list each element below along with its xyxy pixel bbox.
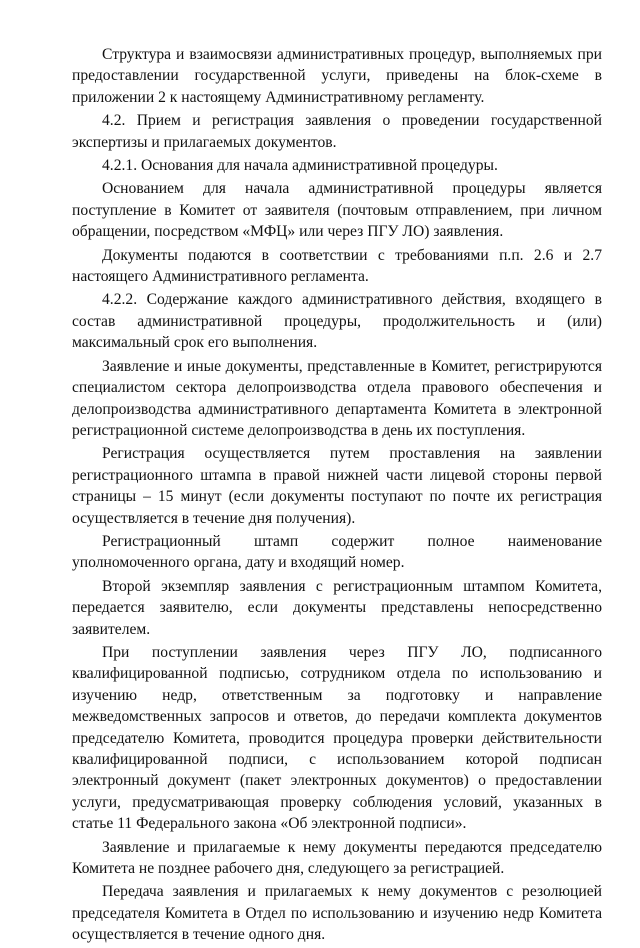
paragraph-registration-stamp-time: Регистрация осуществляется путем проставления на заявлении регистрационного штампа в правой нижней части лицевой стороны первой страницы – 15 минут (если документы поступают по почте их регистрация осуществляется в течение дня получения). xyxy=(72,445,602,527)
paragraph-stamp-contents: Регистрационный штамп содержит полное наименование уполномоченного органа, дату и входящий номер. xyxy=(72,532,602,572)
heading-4-2-1: 4.2.1. Основания для начала административной процедуры. xyxy=(102,157,498,175)
document-body xyxy=(72,44,602,948)
paragraph-procedure-basis: Основанием для начала административной процедуры является поступление в Комитет от заявителя (почтовым отправлением, при личном обращении, посредством «МФЦ» или через ПГУ ЛО) заявления. xyxy=(72,180,602,241)
heading-4-2: 4.2. Прием и регистрация заявления о проведении государственной экспертизы и прилагаемых документов. xyxy=(72,112,602,151)
paragraph-transfer-to-chairman: Заявление и прилагаемые к нему документы передаются председателю Комитета не позднее рабочего дня, следующего за регистрацией. xyxy=(72,838,602,878)
heading-4-2-2: 4.2.2. Содержание каждого административного действия, входящего в состав административной процедуры, продолжительность и (или) максимальный срок его выполнения. xyxy=(72,291,602,352)
paragraph-electronic-signature-check: При поступлении заявления через ПГУ ЛО, подписанного квалифицированной подписью, сотрудником отдела по использованию и изучению недр, ответственным за подготовку и направление межведомственных запросов и ответов, до передачи комплекта документов председателю Комитета, проводится процедура проверки действительности квалифицированной подписи, с использованием которой подписан электронный документ (пакет электронных документов) о предоставлении услуги, предусматривающая проверку соблюдения условий, указанных в статье 11 Федерального закона «Об электронной подписи». xyxy=(72,643,602,833)
paragraph-transfer-to-department: Передача заявления и прилагаемых к нему документов с резолюцией председателя Комитета в Отдел по использованию и изучению недр Комитета осуществляется в течение одного дня. xyxy=(72,883,602,944)
paragraph-procedures-structure: Структура и взаимосвязи административных процедур, выполняемых при предоставлении государственной услуги, приведены на блок-схеме в приложении 2 к настоящему Административному регламенту. xyxy=(72,46,602,106)
paragraph-second-copy: Второй экземпляр заявления с регистрационным штампом Комитета, передается заявителю, если документы представлены непосредственно заявителем. xyxy=(72,577,602,638)
paragraph-documents-requirements: Документы подаются в соответствии с требованиями п.п. 2.6 и 2.7 настоящего Административного регламента. xyxy=(72,246,602,286)
paragraph-registration-specialist: Заявление и иные документы, представленные в Комитет, регистрируются специалистом сектора делопроизводства отдела правового обеспечения и делопроизводства административного департамента Комитета в электронной регистрационной системе делопроизводства в день их поступления. xyxy=(72,357,602,439)
